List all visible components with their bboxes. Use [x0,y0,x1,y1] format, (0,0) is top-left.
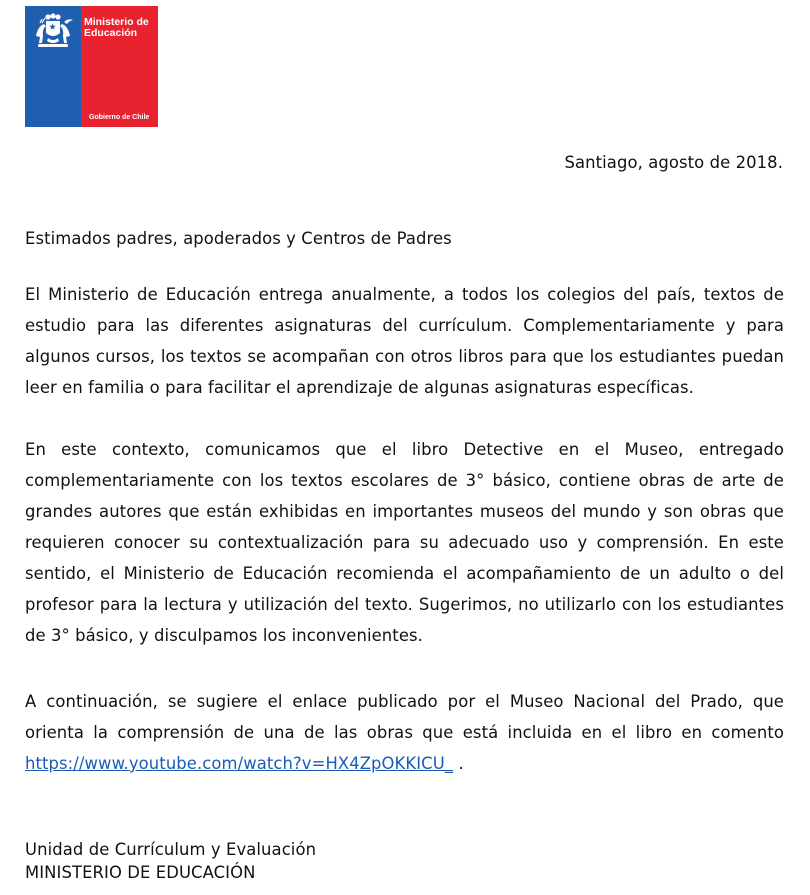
logo-government-label: Gobierno de Chile [89,114,150,121]
chile-coat-of-arms-icon [30,12,76,50]
letter-paragraph-1: El Ministerio de Educación entrega anualmente, a todos los colegios del país, textos de estudio para las diferentes asignaturas del currículum. Complementariamente y para algunos cursos, los textos se acompañan con otros libros para que los estudiantes puedan leer en familia o para facilitar el aprendizaje de algunas asignaturas específicas. [25,285,784,397]
letter-salutation: Estimados padres, apoderados y Centros de Padres [25,229,452,248]
logo-title [84,17,149,39]
logo-red-panel [81,6,158,127]
signature-unit: Unidad de Currículum y Evaluación [25,840,317,859]
letter-date: Santiago, agosto de 2018. [564,153,783,172]
logo-title-line-1: Ministerio de [84,16,149,28]
paragraph-3-text: A continuación, se sugiere el enlace publicado por el Museo Nacional del Prado, que orienta la comprensión de una de las obras que está incluida en el libro en comento [25,692,784,742]
logo-title-line-2: Educación [84,27,138,39]
youtube-link[interactable]: https://www.youtube.com/watch?v=HX4ZpOKKICU_ [25,754,454,773]
signature-ministry: MINISTERIO DE EDUCACIÓN [25,863,256,882]
ministry-logo [25,6,158,127]
letter-paragraph-2: En este contexto, comunicamos que el libro Detective en el Museo, entregado complementariamente con los textos escolares de 3° básico, contiene obras de arte de grandes autores que están exhibidas en importantes museos del mundo y son obras que requieren conocer su contextualización para su adecuado uso y comprensión. En este sentido, el Ministerio de Educación recomienda el acompañamiento de un adulto o del profesor para la lectura y utilización del texto. Sugerimos, no utilizarlo con los estudiantes de 3° básico, y disculpamos los inconvenientes. [25,440,784,645]
logo-blue-panel [25,6,81,127]
link-suffix: . [458,754,464,773]
signature-block [25,838,316,884]
letter-paragraph-3 [25,686,784,779]
